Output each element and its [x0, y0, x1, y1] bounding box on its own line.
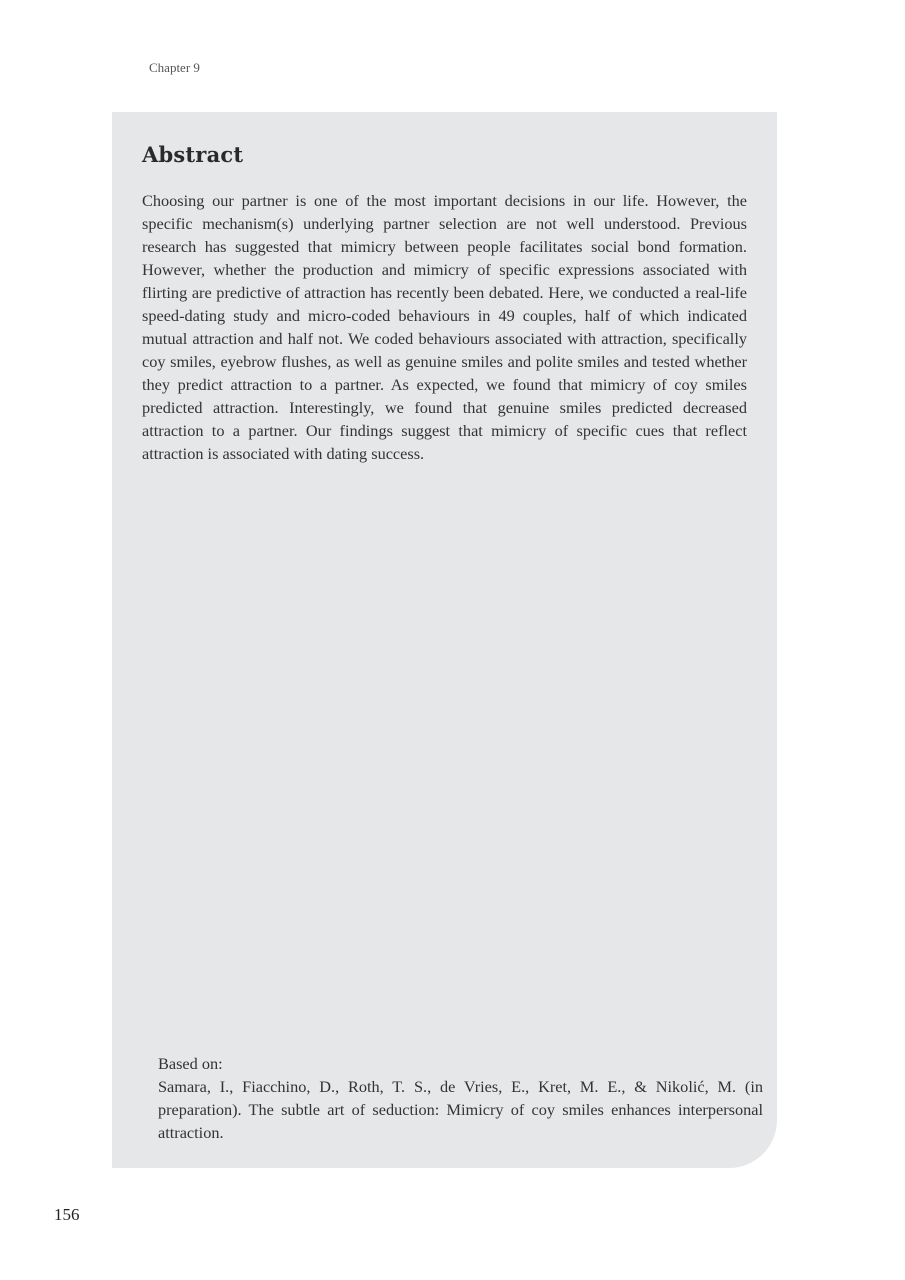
source-label: Based on:	[158, 1054, 223, 1073]
running-head: Chapter 9	[149, 60, 200, 75]
page-number: 156	[54, 1205, 80, 1224]
source-citation: Samara, I., Fiacchino, D., Roth, T. S., de Vries, E., Kret, M. E., & Nikolić, M. (in preparation). The subtle art of seduction: Mimicry of coy smiles enhances interpersonal attraction.	[158, 1077, 763, 1142]
source-note	[158, 1052, 763, 1144]
abstract-panel	[112, 112, 777, 1168]
abstract-heading: Abstract	[142, 142, 244, 167]
abstract-body: Choosing our partner is one of the most important decisions in our life. However, the specific mechanism(s) underlying partner selection are not well understood. Previous research has suggested that mimicry between people facilitates social bond formation. However, whether the production and mimicry of specific expressions associated with flirting are predictive of attraction has recently been debated. Here, we conducted a real-life speed-dating study and micro-coded behaviours in 49 couples, half of which indicated mutual attraction and half not. We coded behaviours associated with attraction, specifically coy smiles, eyebrow flushes, as well as genuine smiles and polite smiles and tested whether they predict attraction to a partner. As expected, we found that mimicry of coy smiles predicted attraction. Interestingly, we found that genuine smiles predicted decreased attraction to a partner. Our findings suggest that mimicry of specific cues that reflect attraction is associated with dating success.	[142, 191, 747, 463]
